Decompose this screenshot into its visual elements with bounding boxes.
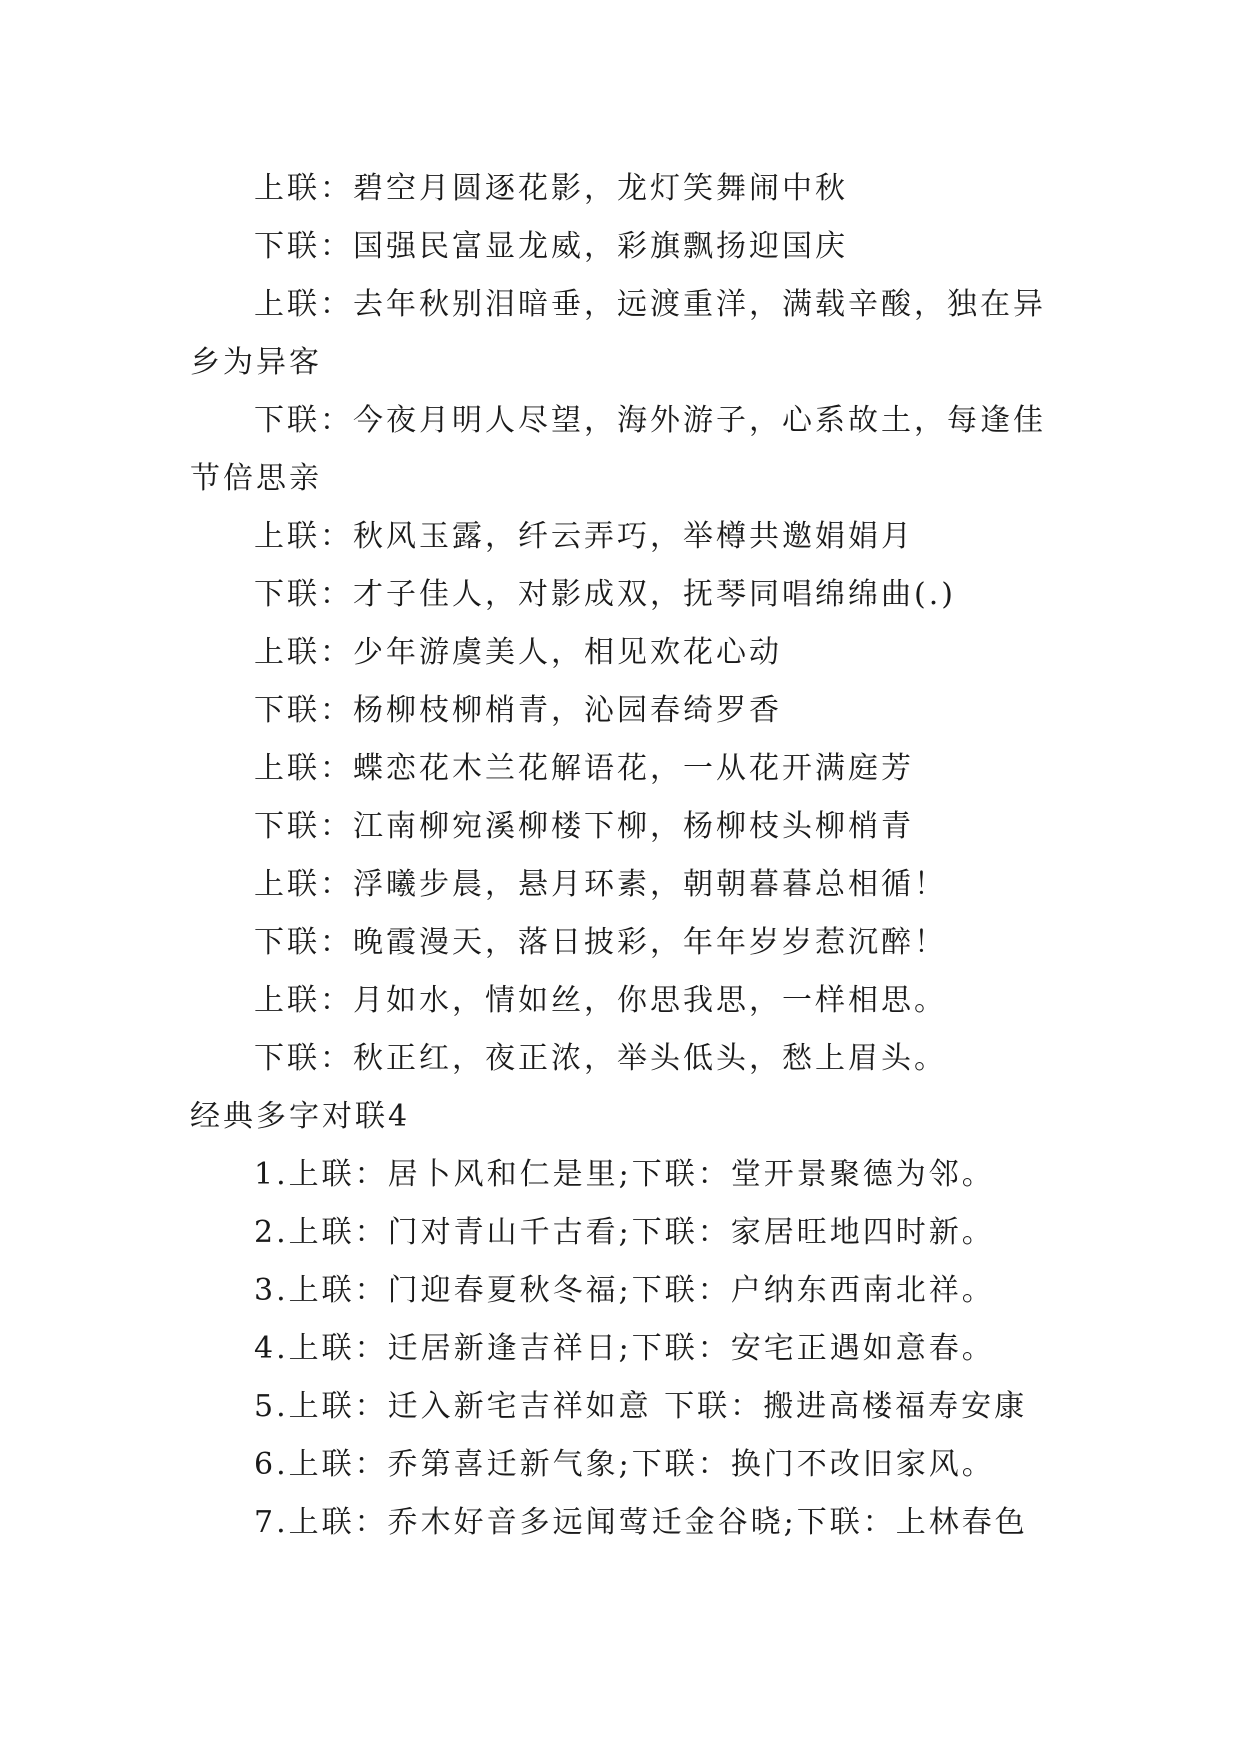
couplet-line: 下联：才子佳人，对影成双，抚琴同唱绵绵曲(.) [254, 577, 956, 612]
couplet-line: 上联：月如水，情如丝，你思我思，一样相思。 [254, 983, 947, 1018]
couplet-line: 下联：国强民富显龙威，彩旗飘扬迎国庆 [254, 229, 848, 264]
couplet-line: 上联：秋风玉露，纤云弄巧，举樽共邀娟娟月 [254, 519, 914, 554]
numbered-item: 4.上联：迁居新逢吉祥日;下联：安宅正遇如意春。 [254, 1331, 995, 1366]
couplet-line: 下联：江南柳宛溪柳楼下柳，杨柳枝头柳梢青 [254, 809, 914, 844]
numbered-item: 6.上联：乔第喜迁新气象;下联：换门不改旧家风。 [254, 1447, 995, 1482]
document-body [190, 160, 1060, 1552]
couplet-line: 上联：去年秋别泪暗垂，远渡重洋，满载辛酸，独在异乡为异客 [190, 287, 1046, 380]
numbered-item: 5.上联：迁入新宅吉祥如意 下联：搬进高楼福寿安康 [254, 1389, 1028, 1424]
couplet-line: 上联：少年游虞美人，相见欢花心动 [254, 635, 782, 670]
numbered-item: 3.上联：门迎春夏秋冬福;下联：户纳东西南北祥。 [254, 1273, 995, 1308]
couplet-line: 下联：杨柳枝柳梢青，沁园春绮罗香 [254, 693, 782, 728]
numbered-item: 2.上联：门对青山千古看;下联：家居旺地四时新。 [254, 1215, 995, 1250]
couplet-line: 下联：秋正红，夜正浓，举头低头，愁上眉头。 [254, 1041, 947, 1076]
numbered-item: 1.上联：居卜风和仁是里;下联：堂开景聚德为邻。 [254, 1157, 995, 1192]
numbered-item: 7.上联：乔木好音多远闻莺迁金谷晓;下联：上林春色 [254, 1505, 1028, 1540]
section-heading: 经典多字对联4 [190, 1099, 411, 1134]
couplet-line: 下联：今夜月明人尽望，海外游子，心系故土，每逢佳节倍思亲 [190, 403, 1046, 496]
couplet-line: 上联：浮曦步晨，悬月环素，朝朝暮暮总相循！ [254, 867, 947, 902]
couplet-line: 下联：晚霞漫天，落日披彩，年年岁岁惹沉醉！ [254, 925, 947, 960]
couplet-line: 上联：蝶恋花木兰花解语花，一从花开满庭芳 [254, 751, 914, 786]
couplet-line: 上联：碧空月圆逐花影，龙灯笑舞闹中秋 [254, 171, 848, 206]
